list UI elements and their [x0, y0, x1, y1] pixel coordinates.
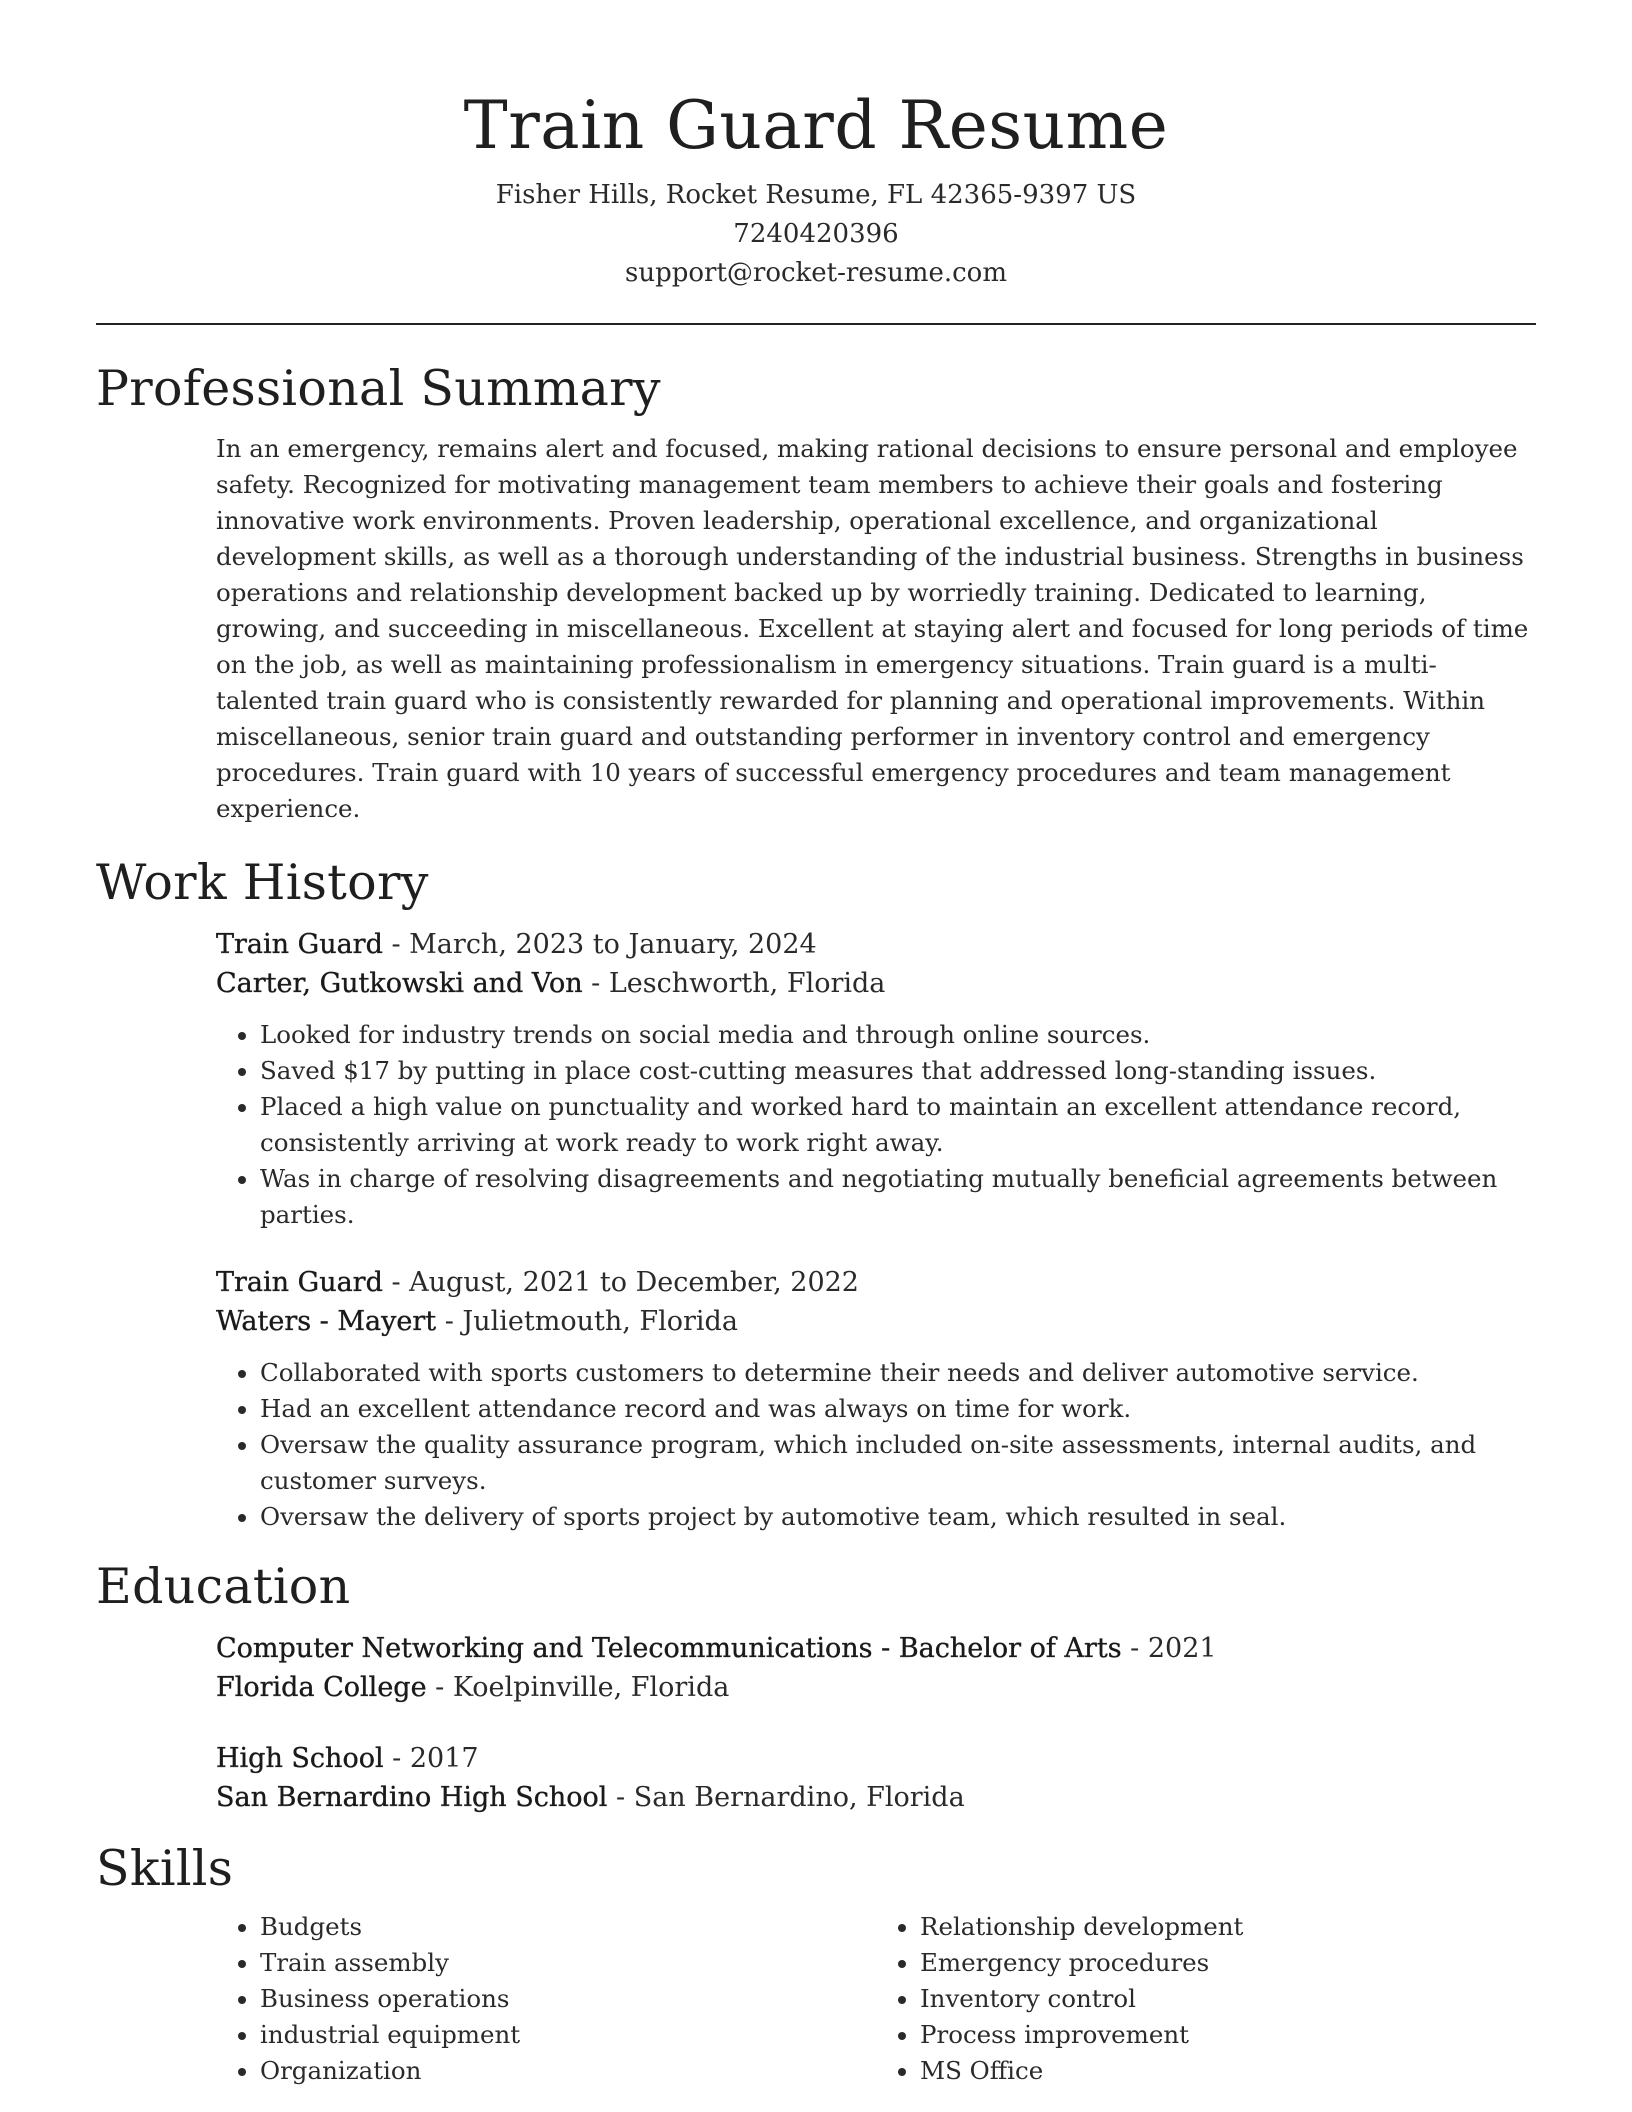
- degree-year: - 2017: [383, 1743, 479, 1774]
- skill-item: • Emergency procedures: [920, 1945, 1536, 1981]
- education-entry: [216, 1629, 1536, 1707]
- header-divider: [96, 323, 1536, 325]
- school-name: San Bernardino High School: [216, 1782, 608, 1813]
- list-item: • Oversaw the delivery of sports project by automotive team, which resulted in seal.: [260, 1499, 1536, 1535]
- list-item: • Placed a high value on punctuality and worked hard to maintain an excellent attendance record, consistently arriving at work ready to work right away.: [260, 1089, 1536, 1161]
- address: Fisher Hills, Rocket Resume, FL 42365-9397 US: [495, 180, 1137, 210]
- degree-name: Computer Networking and Telecommunications - Bachelor of Arts: [216, 1633, 1122, 1664]
- education-heading: Education: [96, 1558, 351, 1615]
- job-entry: [216, 1263, 1536, 1535]
- skills-grid: [216, 1909, 1536, 2089]
- job-company-line: [216, 1302, 1536, 1341]
- skills-list-left: [216, 1909, 876, 2089]
- contact-info: [96, 176, 1536, 293]
- skill-item: • Business operations: [260, 1981, 876, 2017]
- list-item: • Oversaw the quality assurance program, which included on-site assessments, internal audits, and customer surveys.: [260, 1427, 1536, 1499]
- school-name: Florida College: [216, 1672, 427, 1703]
- job-title-line: [216, 925, 1536, 964]
- email-address: support@rocket-resume.com: [624, 258, 1007, 288]
- resume-header: [96, 0, 1536, 293]
- list-item: • Saved $17 by putting in place cost-cutting measures that addressed long-standing issues.: [260, 1053, 1536, 1089]
- school-line: [216, 1778, 1536, 1817]
- job-company: Waters - Mayert: [216, 1306, 437, 1337]
- skill-item: • Organization: [260, 2053, 876, 2089]
- skill-item: • Process improvement: [920, 2017, 1536, 2053]
- skill-item: • industrial equipment: [260, 2017, 876, 2053]
- education-entry: [216, 1739, 1536, 1817]
- school-line: [216, 1668, 1536, 1707]
- list-item: • Looked for industry trends on social media and through online sources.: [260, 1017, 1536, 1053]
- skill-item: • Budgets: [260, 1909, 876, 1945]
- job-duties-list: [216, 1355, 1536, 1535]
- education-section: [96, 1557, 1536, 1817]
- school-location: - San Bernardino, Florida: [607, 1782, 965, 1813]
- skills-list-right: [876, 1909, 1536, 2089]
- skills-section: [96, 1839, 1536, 2089]
- summary-text: In an emergency, remains alert and focused, making rational decisions to ensure personal and employee safety. Recognized for motivating management team members to achieve their goals and fostering innovative work environments. Proven leadership, operational excellence, and organizational development skills, as well as a thorough understanding of the industrial business. Strengths in business operations and relationship development backed up by worriedly training. Dedicated to learning, growing, and succeeding in miscellaneous. Excellent at staying alert and focused for long periods of time on the job, as well as maintaining professionalism in emergency situations. Train guard is a multi-talented train guard who is consistently rewarded for planning and operational improvements. Within miscellaneous, senior train guard and outstanding performer in inventory control and emergency procedures. Train guard with 10 years of successful emergency procedures and team management experience.: [216, 434, 1529, 823]
- summary-heading: Professional Summary: [96, 360, 661, 417]
- job-duties-list: [216, 1017, 1536, 1233]
- list-item: • Had an excellent attendance record and was always on time for work.: [260, 1391, 1536, 1427]
- job-role: Train Guard: [216, 1267, 383, 1298]
- work-history-heading: Work History: [96, 854, 429, 911]
- job-entry: [216, 925, 1536, 1233]
- skill-item: • MS Office: [920, 2053, 1536, 2089]
- phone-number: 7240420396: [733, 219, 899, 249]
- job-role: Train Guard: [216, 929, 383, 960]
- resume-title: Train Guard Resume: [463, 87, 1169, 164]
- work-history-section: [96, 853, 1536, 1535]
- degree-line: [216, 1739, 1536, 1778]
- degree-name: High School: [216, 1743, 384, 1774]
- list-item: • Collaborated with sports customers to determine their needs and deliver automotive service.: [260, 1355, 1536, 1391]
- skill-item: • Train assembly: [260, 1945, 876, 1981]
- job-location: - Julietmouth, Florida: [436, 1306, 738, 1337]
- skills-heading: Skills: [96, 1840, 234, 1897]
- job-company: Carter, Gutkowski and Von: [216, 968, 583, 999]
- degree-year: - 2021: [1121, 1633, 1217, 1664]
- job-company-line: [216, 964, 1536, 1003]
- school-location: - Koelpinville, Florida: [426, 1672, 730, 1703]
- skill-item: • Relationship development: [920, 1909, 1536, 1945]
- summary-section: [96, 359, 1536, 827]
- skill-item: • Inventory control: [920, 1981, 1536, 2017]
- resume-page: [96, 0, 1536, 2089]
- job-location: - Leschworth, Florida: [582, 968, 886, 999]
- job-dates: - August, 2021 to December, 2022: [382, 1267, 859, 1298]
- job-dates: - March, 2023 to January, 2024: [382, 929, 817, 960]
- list-item: • Was in charge of resolving disagreements and negotiating mutually beneficial agreements between parties.: [260, 1161, 1536, 1233]
- job-title-line: [216, 1263, 1536, 1302]
- degree-line: [216, 1629, 1536, 1668]
